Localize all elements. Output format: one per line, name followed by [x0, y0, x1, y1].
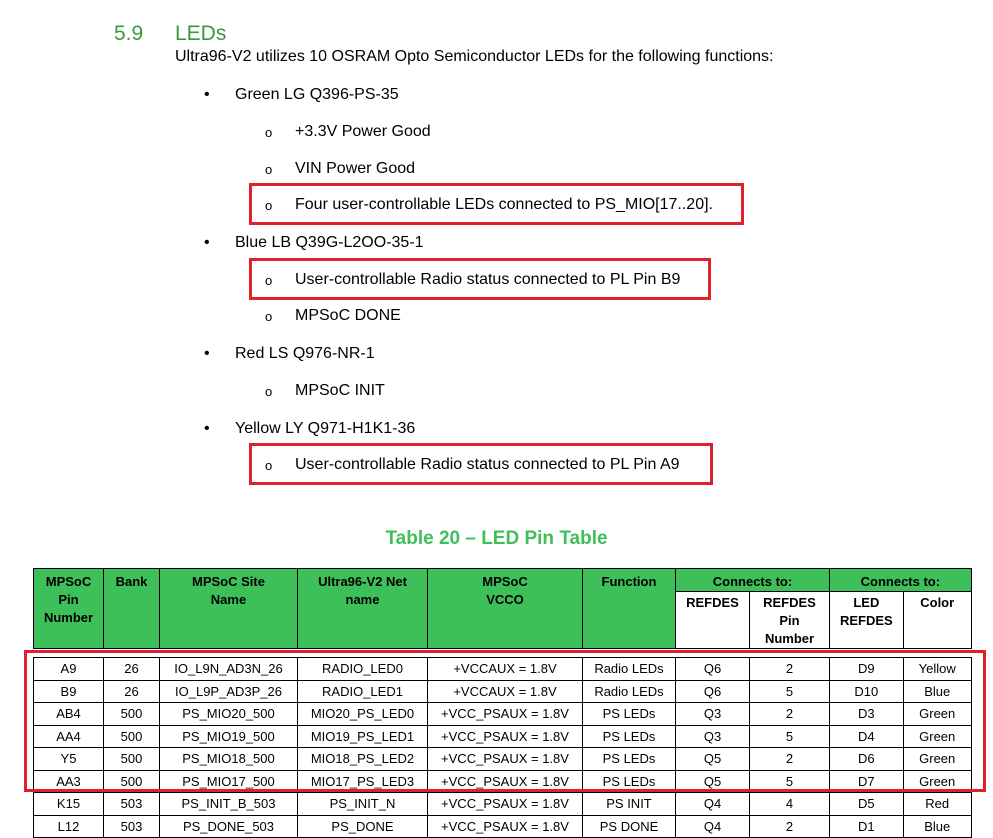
cell-vcco: +VCC_PSAUX = 1.8V [428, 815, 583, 838]
cell-bank: 503 [104, 815, 160, 838]
cell-net-name: PS_INIT_N [298, 793, 428, 816]
cell-color: Red [903, 793, 971, 816]
cell-refdes: Q3 [676, 725, 750, 748]
cell-net-name: PS_DONE [298, 815, 428, 838]
highlight-user-led-rows [24, 650, 986, 792]
cell-refdes-pin: 2 [750, 748, 830, 771]
header-refdes: REFDES [676, 592, 750, 649]
header-color: Color [903, 592, 971, 649]
sub-glyph: o [265, 125, 273, 140]
cell-pin: AB4 [34, 703, 104, 726]
sub-item-mpsoc-init: MPSoC INIT [295, 382, 385, 399]
cell-refdes-pin: 5 [750, 770, 830, 793]
cell-net-name: MIO17_PS_LED3 [298, 770, 428, 793]
table-row [34, 815, 972, 838]
sub-item-3v3-power: +3.3V Power Good [295, 123, 431, 140]
cell-bank: 503 [104, 793, 160, 816]
sub-glyph: o [265, 384, 273, 399]
cell-led-refdes: D1 [830, 815, 904, 838]
bullet-blue: Blue LB Q39G-L2OO-35-1 [235, 234, 424, 251]
cell-color: Yellow [903, 658, 971, 681]
cell-net-name: MIO20_PS_LED0 [298, 703, 428, 726]
cell-color: Green [903, 725, 971, 748]
header-net-name: Ultra96-V2 Net name [298, 569, 428, 649]
section-intro: Ultra96-V2 utilizes 10 OSRAM Opto Semiconductor LEDs for the following functions: [175, 48, 774, 65]
cell-led-refdes: D6 [830, 748, 904, 771]
sub-glyph: o [265, 458, 273, 473]
cell-site-name: IO_L9P_AD3P_26 [160, 680, 298, 703]
sub-glyph: o [265, 273, 273, 288]
bullet-yellow: Yellow LY Q971-H1K1-36 [235, 420, 416, 437]
cell-site-name: PS_MIO18_500 [160, 748, 298, 771]
cell-pin: K15 [34, 793, 104, 816]
cell-led-refdes: D5 [830, 793, 904, 816]
cell-vcco: +VCC_PSAUX = 1.8V [428, 725, 583, 748]
cell-function: Radio LEDs [583, 680, 676, 703]
header-connects-to-1: Connects to: [676, 569, 830, 592]
cell-refdes-pin: 5 [750, 725, 830, 748]
cell-function: PS LEDs [583, 770, 676, 793]
cell-net-name: RADIO_LED1 [298, 680, 428, 703]
sub-item-mpsoc-done: MPSoC DONE [295, 307, 401, 324]
sub-item-radio-a9: User-controllable Radio status connected to PL Pin A9 [295, 456, 680, 473]
table-row [34, 793, 972, 816]
sub-item-vin-power: VIN Power Good [295, 160, 416, 177]
cell-bank: 500 [104, 748, 160, 771]
cell-bank: 500 [104, 770, 160, 793]
cell-color: Green [903, 770, 971, 793]
cell-pin: AA3 [34, 770, 104, 793]
cell-pin: AA4 [34, 725, 104, 748]
cell-net-name: RADIO_LED0 [298, 658, 428, 681]
bullet-red: Red LS Q976-NR-1 [235, 345, 375, 362]
sub-item-user-leds: Four user-controllable LEDs connected to PS_MIO[17..20]. [295, 196, 713, 213]
cell-pin: B9 [34, 680, 104, 703]
cell-refdes: Q5 [676, 770, 750, 793]
cell-refdes: Q6 [676, 658, 750, 681]
cell-led-refdes: D3 [830, 703, 904, 726]
bullet-green: Green LG Q396-PS-35 [235, 86, 399, 103]
header-site-name: MPSoC Site Name [160, 569, 298, 649]
cell-refdes-pin: 4 [750, 793, 830, 816]
cell-refdes: Q6 [676, 680, 750, 703]
cell-site-name: PS_MIO20_500 [160, 703, 298, 726]
cell-led-refdes: D9 [830, 658, 904, 681]
cell-vcco: +VCCAUX = 1.8V [428, 680, 583, 703]
section-title: LEDs [175, 22, 227, 45]
sub-item-radio-b9: User-controllable Radio status connected to PL Pin B9 [295, 271, 681, 288]
cell-vcco: +VCC_PSAUX = 1.8V [428, 770, 583, 793]
cell-net-name: MIO19_PS_LED1 [298, 725, 428, 748]
cell-color: Green [903, 703, 971, 726]
cell-led-refdes: D4 [830, 725, 904, 748]
cell-refdes: Q3 [676, 703, 750, 726]
cell-refdes-pin: 2 [750, 815, 830, 838]
header-bank: Bank [104, 569, 160, 649]
cell-vcco: +VCC_PSAUX = 1.8V [428, 703, 583, 726]
bullet-glyph: • [204, 345, 210, 362]
cell-pin: A9 [34, 658, 104, 681]
cell-vcco: +VCC_PSAUX = 1.8V [428, 793, 583, 816]
cell-color: Blue [903, 680, 971, 703]
cell-pin: Y5 [34, 748, 104, 771]
cell-function: PS LEDs [583, 725, 676, 748]
header-function: Function [583, 569, 676, 649]
cell-color: Green [903, 748, 971, 771]
cell-refdes-pin: 2 [750, 703, 830, 726]
cell-site-name: IO_L9N_AD3N_26 [160, 658, 298, 681]
highlight-user-leds [249, 183, 744, 225]
cell-bank: 26 [104, 680, 160, 703]
cell-site-name: PS_MIO19_500 [160, 725, 298, 748]
cell-bank: 26 [104, 658, 160, 681]
cell-led-refdes: D10 [830, 680, 904, 703]
cell-vcco: +VCCAUX = 1.8V [428, 658, 583, 681]
cell-refdes: Q4 [676, 793, 750, 816]
highlight-radio-b9 [249, 258, 711, 300]
sub-glyph: o [265, 162, 273, 177]
bullet-glyph: • [204, 86, 210, 103]
cell-refdes-pin: 2 [750, 658, 830, 681]
bullet-glyph: • [204, 234, 210, 251]
cell-function: PS LEDs [583, 703, 676, 726]
cell-color: Blue [903, 815, 971, 838]
highlight-radio-a9 [249, 443, 713, 485]
sub-glyph: o [265, 309, 273, 324]
cell-bank: 500 [104, 703, 160, 726]
cell-net-name: MIO18_PS_LED2 [298, 748, 428, 771]
header-pin-number: MPSoC Pin Number [34, 569, 104, 649]
cell-site-name: PS_MIO17_500 [160, 770, 298, 793]
cell-bank: 500 [104, 725, 160, 748]
cell-site-name: PS_INIT_B_503 [160, 793, 298, 816]
cell-site-name: PS_DONE_503 [160, 815, 298, 838]
cell-function: PS INIT [583, 793, 676, 816]
cell-refdes: Q5 [676, 748, 750, 771]
cell-pin: L12 [34, 815, 104, 838]
cell-function: PS DONE [583, 815, 676, 838]
cell-refdes: Q4 [676, 815, 750, 838]
header-vcco: MPSoC VCCO [428, 569, 583, 649]
cell-function: Radio LEDs [583, 658, 676, 681]
header-connects-to-2: Connects to: [830, 569, 972, 592]
table-caption: Table 20 – LED Pin Table [385, 528, 608, 549]
cell-vcco: +VCC_PSAUX = 1.8V [428, 748, 583, 771]
cell-function: PS LEDs [583, 748, 676, 771]
sub-glyph: o [265, 198, 273, 213]
cell-led-refdes: D7 [830, 770, 904, 793]
header-refdes-pin: REFDES Pin Number [750, 592, 830, 649]
header-led-refdes: LED REFDES [830, 592, 904, 649]
bullet-glyph: • [204, 420, 210, 437]
cell-refdes-pin: 5 [750, 680, 830, 703]
section-number: 5.9 [114, 22, 144, 45]
